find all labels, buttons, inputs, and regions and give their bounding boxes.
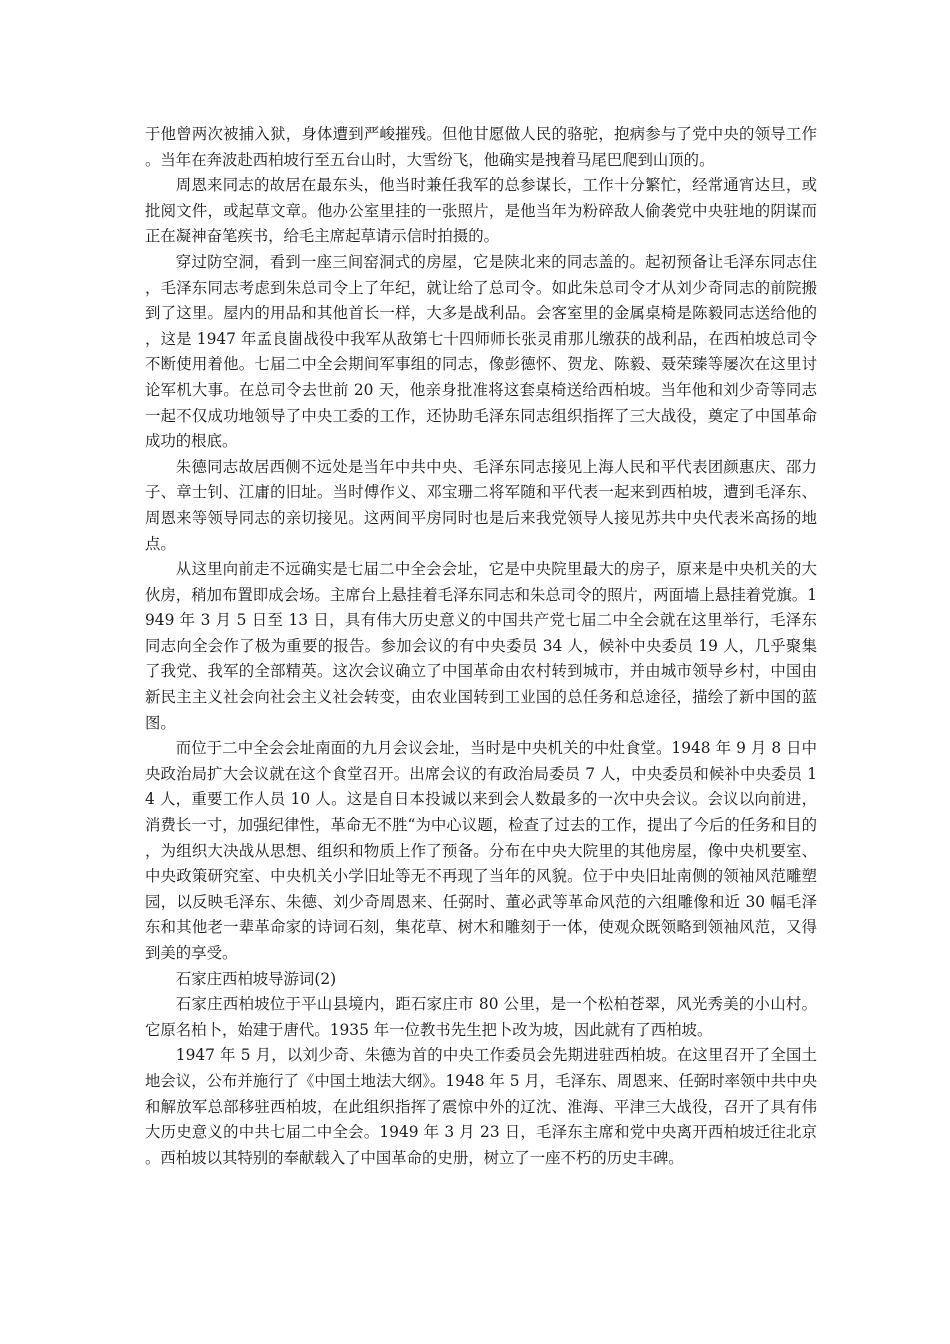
paragraph-second-plenum-site: 从这里向前走不远确实是七届二中全会会址，它是中央院里最大的房子，原来是中央机关的大伙房，稍加布置即成会场。主席台上悬挂着毛泽东同志和朱总司令的照片，两面墙上悬挂着党旗。1949 年 3 月 5 日至 13 日，具有伟大历史意义的中国共产党七届二中全会就在这里举行，毛泽东同志向全会作了极为重要的报告。参加会议的有中央委员 34 人，候补中央委员 19 人，几乎聚集了我党、我军的全部精英。这次会议确立了中国革命由农村转到城市，并由城市领导乡村，中国由新民主主义社会向社会主义社会转变，由农业国转到工业国的总任务和总途径，描绘了新中国的蓝图。 [145, 560, 817, 732]
paragraph-zhou-enlai-residence: 周恩来同志的故居在最东头，他当时兼任我军的总参谋长，工作十分繁忙，经常通宵达旦，或批阅文件，或起草文章。他办公室里挂的一张照片，是他当年为粉碎敌人偷袭党中央驻地的阴谋而正在凝神奋笔疾书，给毛主席起草请示信时拍摄的。 [145, 176, 817, 246]
document-page [145, 122, 817, 1171]
paragraph-peace-delegation-site: 朱德同志故居西侧不远处是当年中共中央、毛泽东同志接见上海人民和平代表团颜惠庆、邵力子、章士钊、江庸的旧址。当时傅作义、邓宝珊二将军随和平代表一起来到西柏坡，遭到毛泽东、周恩来等领导同志的亲切接见。这两间平房同时也是后来我党领导人接见苏共中央代表米高扬的地点。 [145, 457, 817, 553]
paragraph-continued: 于他曾两次被捕入狱，身体遭到严峻摧残。但他甘愿做人民的骆驼，抱病参与了党中央的领导工作。当年在奔波赴西柏坡行至五台山时，大雪纷飞，他确实是拽着马尾巴爬到山顶的。 [145, 125, 817, 169]
section-subtitle: 石家庄西柏坡导游词(2) [175, 969, 337, 988]
paragraph-xibaipo-history: 1947 年 5 月，以刘少奇、朱德为首的中央工作委员会先期进驻西柏坡。在这里召开了全国土地会议，公布并施行了《中国土地法大纲》。1948 年 5 月，毛泽东、周恩来、任弼时率领中共中央和解放军总部移驻西柏坡，在此组织指挥了震惊中外的辽沈、淮海、平津三大战役，召开了具有伟大历史意义的中共七届二中全会。1949 年 3 月 23 日，毛泽东主席和党中央离开西柏坡迁往北京。西柏坡以其特别的奉献载入了中国革命的史册，树立了一座不朽的历史丰碑。 [145, 1046, 817, 1167]
paragraph-september-meeting-site: 而位于二中全会会址南面的九月会议会址，当时是中央机关的中灶食堂。1948 年 9 月 8 日中央政治局扩大会议就在这个食堂召开。出席会议的有政治局委员 7 人，中央委员和候补中央委员 14 人，重要工作人员 10 人。这是自日本投诚以来到会人数最多的一次中央会议。会议以向前进，消费长一寸，加强纪律性，革命无不胜“为中心议题，检查了过去的工作，提出了今后的任务和目的，为组织大决战从思想、组织和物质上作了预备。分布在中央大院里的其他房屋，像中央机要室、中央政策研究室、中央机关小学旧址等无不再现了当年的风貌。位于中央旧址南侧的领袖风范雕塑园，以反映毛泽东、朱德、刘少奇周恩来、任弼时、董必武等革命风范的六组雕像和近 30 幅毛泽东和其他老一辈革命家的诗词石刻，集花草、树木和雕刻于一体，使观众既领略到领袖风范，又得到美的享受。 [145, 739, 817, 962]
paragraph-zhu-de-residence: 穿过防空洞，看到一座三间窑洞式的房屋，它是陕北来的同志盖的。起初预备让毛泽东同志住，毛泽东同志考虑到朱总司令上了年纪，就让给了总司令。如此朱总司令才从刘少奇同志的前院搬到了这里。屋内的用品和其他首长一样，大多是战利品。会客室里的金属桌椅是陈毅同志送给他的，这是 1947 年孟良崮战役中我军从敌第七十四师师长张灵甫那儿缴获的战利品，在西柏坡总司令不断使用着他。七届二中全会期间军事组的同志，像彭德怀、贺龙、陈毅、聂荣臻等屡次在这里讨论军机大事。在总司令去世前 20 天，他亲身批准将这套桌椅送给西柏坡。当年他和刘少奇等同志一起不仅成功地领导了中央工委的工作，还协助毛泽东同志组织指挥了三大战役，奠定了中国革命成功的根底。 [145, 252, 817, 451]
paragraph-xibaipo-intro: 石家庄西柏坡位于平山县境内，距石家庄市 80 公里，是一个松柏苍翠，风光秀美的小山村。它原名柏卜，始建于唐代。1935 年一位教书先生把卜改为坡，因此就有了西柏坡。 [145, 995, 817, 1039]
